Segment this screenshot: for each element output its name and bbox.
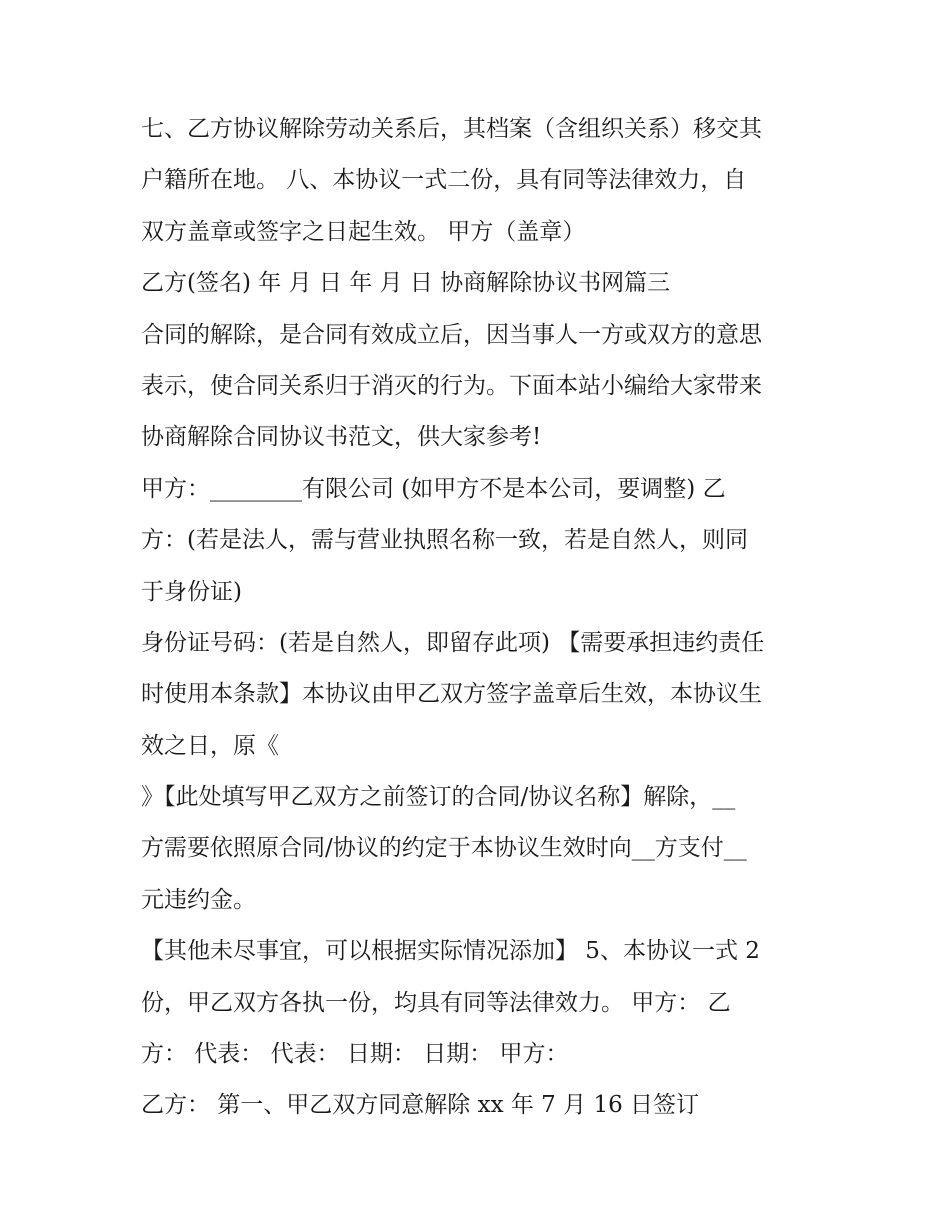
text-line: 份，甲乙双方各执一份，均具有同等法律效力。 甲方： 乙 (141, 989, 731, 1016)
text-line: 效之日，原《 (141, 732, 279, 759)
text-line: 【其他未尽事宜，可以根据实际情况添加】 5、本协议一式 2 (141, 938, 760, 965)
text-line: 身份证号码：(若是自然人，即留存此项) 【需要承担违约责任 (141, 629, 765, 656)
document-body (141, 104, 821, 1132)
text-line: 双方盖章或签字之日起生效。 甲方（盖章） (141, 218, 586, 245)
text-line: 方需要依照原合同/协议的约定于本协议生效时向__方支付__ (141, 835, 747, 862)
text-line: 乙方(签名) 年 月 日 年 月 日 协商解除协议书网篇三 (141, 270, 671, 297)
text-line: 表示，使合同关系归于消灭的行为。下面本站小编给大家带来 (141, 372, 762, 399)
text-line: 时使用本条款】本协议由甲乙双方签字盖章后生效，本协议生 (141, 681, 762, 708)
text-line: 七、乙方协议解除劳动关系后，其档案（含组织关系）移交其 (141, 116, 762, 142)
text-line: 合同的解除，是合同有效成立后，因当事人一方或双方的意思 (141, 321, 762, 348)
text-line: 甲方：________有限公司 (如甲方不是本公司，要调整) 乙 (141, 475, 726, 502)
text-line: 户籍所在地。 八、本协议一式二份，具有同等法律效力，自 (141, 167, 747, 194)
text-line: 元违约金。 (141, 886, 256, 913)
text-line: 方： 代表： 代表： 日期： 日期： 甲方： (141, 1041, 569, 1068)
text-line: 于身份证) (141, 578, 242, 605)
text-line: 乙方： 第一、甲乙双方同意解除 xx 年 7 月 16 日签订 (141, 1092, 700, 1119)
text-line: 》【此处填写甲乙双方之前签订的合同/协议名称】解除，__ (141, 784, 736, 811)
text-line: 方：(若是法人，需与营业执照名称一致，若是自然人，则同 (141, 527, 748, 554)
text-line: 协商解除合同协议书范文，供大家参考! (141, 424, 542, 451)
